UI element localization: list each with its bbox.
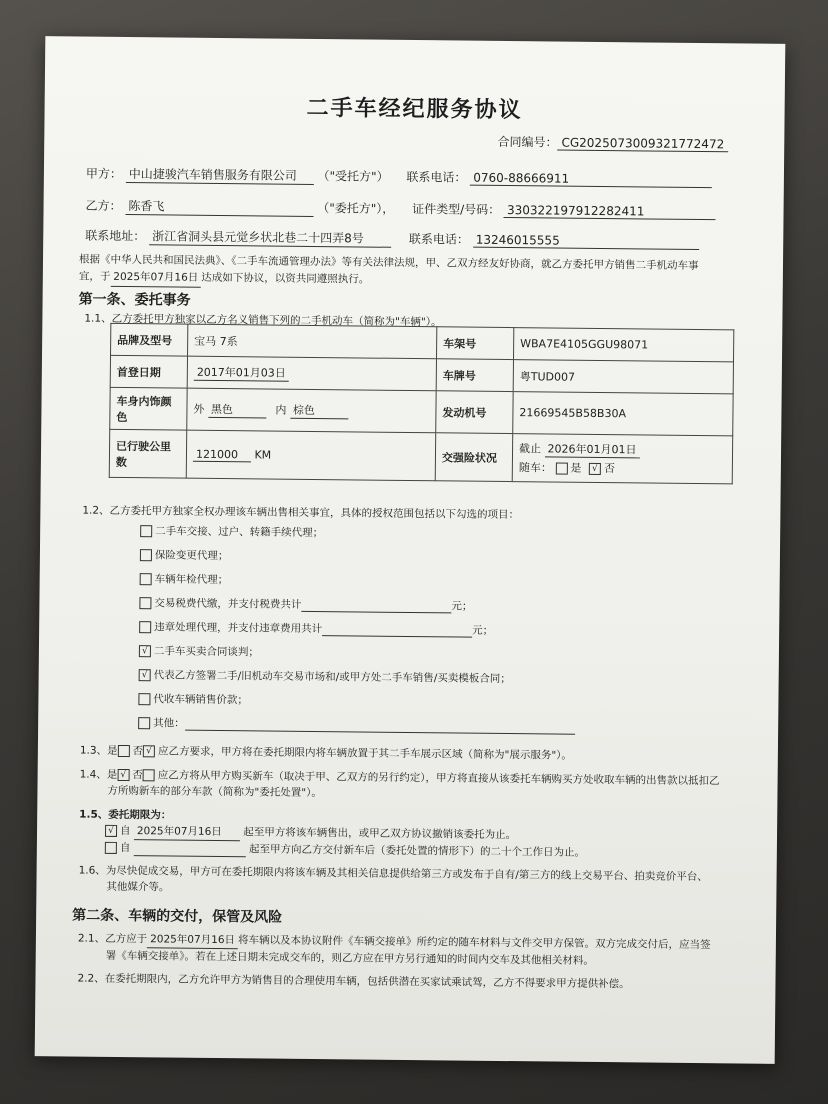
section-2-title: 第二条、车辆的交付，保管及风险 bbox=[72, 907, 283, 926]
term-option-1-checkbox[interactable]: √ bbox=[105, 825, 117, 837]
insurance-label: 交强险状况 bbox=[435, 433, 512, 482]
brand-label: 品牌及型号 bbox=[111, 323, 188, 356]
option-item[interactable]: 代收车辆销售价款； bbox=[138, 691, 248, 707]
reg-date-value: 2017年01月03日 bbox=[194, 364, 289, 382]
option-item[interactable]: 保险变更代理； bbox=[140, 547, 229, 563]
option-item[interactable]: 交易税费代缴，并支付税费共计 元； bbox=[139, 595, 472, 613]
party-a-phone: 0760-88666911 bbox=[470, 171, 712, 189]
tax-amount-blank[interactable] bbox=[301, 611, 451, 614]
insurance-yes-checkbox[interactable] bbox=[555, 463, 567, 475]
clause-2-2: 2.2、在委托期限内，乙方允许甲方为销售目的合理使用车辆，包括供潜在买家试乘试驾，乙方不得要求甲方提供补偿。 bbox=[77, 972, 630, 991]
interior-color: 棕色 bbox=[290, 402, 348, 420]
option-checkbox[interactable] bbox=[140, 525, 152, 537]
address-row bbox=[85, 227, 699, 251]
option-checkbox[interactable] bbox=[140, 549, 152, 561]
option-item[interactable]: 其他： bbox=[138, 715, 575, 735]
option-item[interactable]: √ 代表乙方签署二手/旧机动车交易市场和/或甲方处二手车销售/买卖模板合同； bbox=[139, 667, 511, 686]
party-b-id: 330322197912282411 bbox=[504, 203, 716, 220]
party-a-phone-label: 联系电话： bbox=[406, 169, 467, 185]
vin-value: WBA7E4105GGU98071 bbox=[513, 328, 733, 362]
clause-1-1: 1.1、乙方委托甲方独家以乙方名义销售下列的二手机动车（简称为"车辆"）。 bbox=[84, 312, 442, 329]
term-start-date: 2025年07月16日 bbox=[134, 823, 240, 841]
brand-value: 宝马 7系 bbox=[188, 324, 437, 359]
contract-document bbox=[35, 36, 786, 1064]
party-b-row bbox=[85, 197, 716, 222]
plate-label: 车牌号 bbox=[436, 359, 513, 392]
option-item[interactable]: 违章处理代理，并支付违章费用共计 元； bbox=[139, 619, 493, 638]
contract-number-value: CG2025073009321772472 bbox=[557, 136, 728, 153]
party-a-row bbox=[86, 165, 713, 190]
term-option-2-blank[interactable] bbox=[134, 855, 246, 857]
party-a-role: （"受托方"） bbox=[317, 169, 389, 184]
vin-label: 车架号 bbox=[437, 327, 514, 360]
color-value: 外 黑色 内 棕色 bbox=[187, 388, 436, 433]
reg-date-label: 首登日期 bbox=[110, 355, 187, 388]
address-value: 浙江省洞头县元觉乡状北巷二十四弄8号 bbox=[149, 227, 391, 248]
party-b-label: 乙方： bbox=[85, 198, 122, 213]
contract-number-label: 合同编号： bbox=[497, 134, 558, 150]
mileage-label: 已行驶公里数 bbox=[109, 429, 186, 478]
option-item[interactable]: √ 二手车买卖合同谈判； bbox=[139, 643, 259, 659]
clause-1-3-yes-checkbox[interactable] bbox=[118, 745, 130, 757]
violation-amount-blank[interactable] bbox=[322, 635, 472, 638]
intro-paragraph bbox=[79, 252, 739, 294]
insurance-no-checkbox[interactable]: √ bbox=[589, 463, 601, 475]
party-a-name: 中山捷骏汽车销售服务有限公司 bbox=[126, 165, 314, 185]
option-item[interactable]: 二手车交接、过户、转籍手续代理； bbox=[140, 523, 323, 540]
option-item[interactable]: 车辆年检代理； bbox=[140, 571, 229, 587]
option-checkbox[interactable] bbox=[140, 573, 152, 585]
other-blank[interactable] bbox=[185, 730, 575, 735]
clause-1-4-yes-checkbox[interactable]: √ bbox=[117, 769, 129, 781]
option-checkbox[interactable] bbox=[139, 597, 151, 609]
clause-2-1: 2.1、乙方应于 2025年07月16日 将车辆以及本协议附件《车辆交接单》所约定的随车材料与文件交甲方保管。双方完成交付后，应当签 署《车辆交接单》。若在上述日期未完成交车的，则乙方应在甲方另行通知的时间内交车及其他相关材料。 bbox=[77, 932, 711, 967]
section-1-title: 第一条、委托事务 bbox=[78, 291, 191, 309]
clause-1-3: 1.3、是 否 √ 应乙方要求，甲方将在委托期限内将车辆放置于其二手车展示区域（简称为"展示服务"）。 bbox=[79, 744, 573, 762]
address-phone-label: 联系电话： bbox=[408, 231, 470, 247]
mileage-unit: KM bbox=[254, 447, 272, 462]
term-option-2-checkbox[interactable] bbox=[105, 842, 117, 854]
contract-number bbox=[497, 133, 728, 152]
option-checkbox-checked[interactable]: √ bbox=[139, 645, 151, 657]
clause-1-6: 1.6、为尽快促成交易，甲方可在委托期限内将该车辆及其相关信息提供给第三方或发布于自有/第三方的线上交易平台、拍卖竞价平台、 其他媒介等。 bbox=[78, 864, 708, 894]
insurance-value: 截止 2026年01月01日 随车： 是 √ 否 bbox=[512, 434, 732, 484]
clause-1-4-no-checkbox[interactable] bbox=[143, 769, 155, 781]
party-b-id-label: 证件类型/号码： bbox=[412, 202, 501, 217]
clause-1-3-no-checkbox[interactable]: √ bbox=[143, 745, 155, 757]
option-checkbox[interactable] bbox=[138, 717, 150, 729]
color-label: 车身内饰颜色 bbox=[110, 387, 187, 430]
mileage-value: 121000 bbox=[193, 447, 251, 462]
delivery-date: 2025年07月16日 bbox=[147, 931, 238, 949]
address-label: 联系地址： bbox=[85, 228, 146, 244]
clause-1-4: 1.4、是 √ 否 应乙方将从甲方购买新车（取决于甲、乙双方的另行约定），甲方将直接从该委托车辆购买方处收取车辆的出售款以抵扣乙 方所购新车的部分车款（简称为"委托处置"）。 bbox=[79, 768, 720, 800]
exterior-color: 黑色 bbox=[208, 401, 266, 419]
intro-line-1: 根据《中华人民共和国民法典》、《二手车流通管理办法》等有关法律法规，甲、乙双方经友好协商，就乙方委托甲方销售二手机动车事 bbox=[78, 253, 699, 273]
option-checkbox[interactable] bbox=[138, 693, 150, 705]
plate-value: 粤TUD007 bbox=[513, 360, 733, 394]
document-title: 二手车经纪服务协议 bbox=[306, 95, 523, 124]
engine-value: 21669545B58B30A bbox=[513, 392, 733, 436]
option-checkbox-checked[interactable]: √ bbox=[139, 669, 151, 681]
party-b-name: 陈香飞 bbox=[125, 197, 313, 217]
engine-label: 发动机号 bbox=[436, 391, 513, 434]
vehicle-table bbox=[109, 323, 735, 485]
intro-date: 2025年07月16日 bbox=[110, 269, 201, 288]
party-b-role: （"委托方"）， bbox=[317, 201, 395, 216]
party-a-label: 甲方： bbox=[85, 166, 123, 181]
clause-1-5: 1.5、委托期限为： √ 自 2025年07月16日 起至甲方将该车辆售出，或甲乙双方协议撤销该委托为止。 自 起至甲方向乙方交付新车后（委托处置的情形下）的二十个工作日为止。 bbox=[79, 808, 586, 859]
address-phone: 13246015555 bbox=[473, 233, 699, 250]
intro-line-2: 宜，于 2025年07月16日 达成如下协议，以资共同遵照执行。 bbox=[79, 269, 739, 294]
option-checkbox[interactable] bbox=[139, 621, 151, 633]
insurance-date: 2026年01月01日 bbox=[544, 440, 639, 458]
clause-1-2: 1.2、乙方委托甲方独家全权办理该车辆出售相关事宜，具体的授权范围包括以下勾选的项目： bbox=[82, 504, 520, 522]
